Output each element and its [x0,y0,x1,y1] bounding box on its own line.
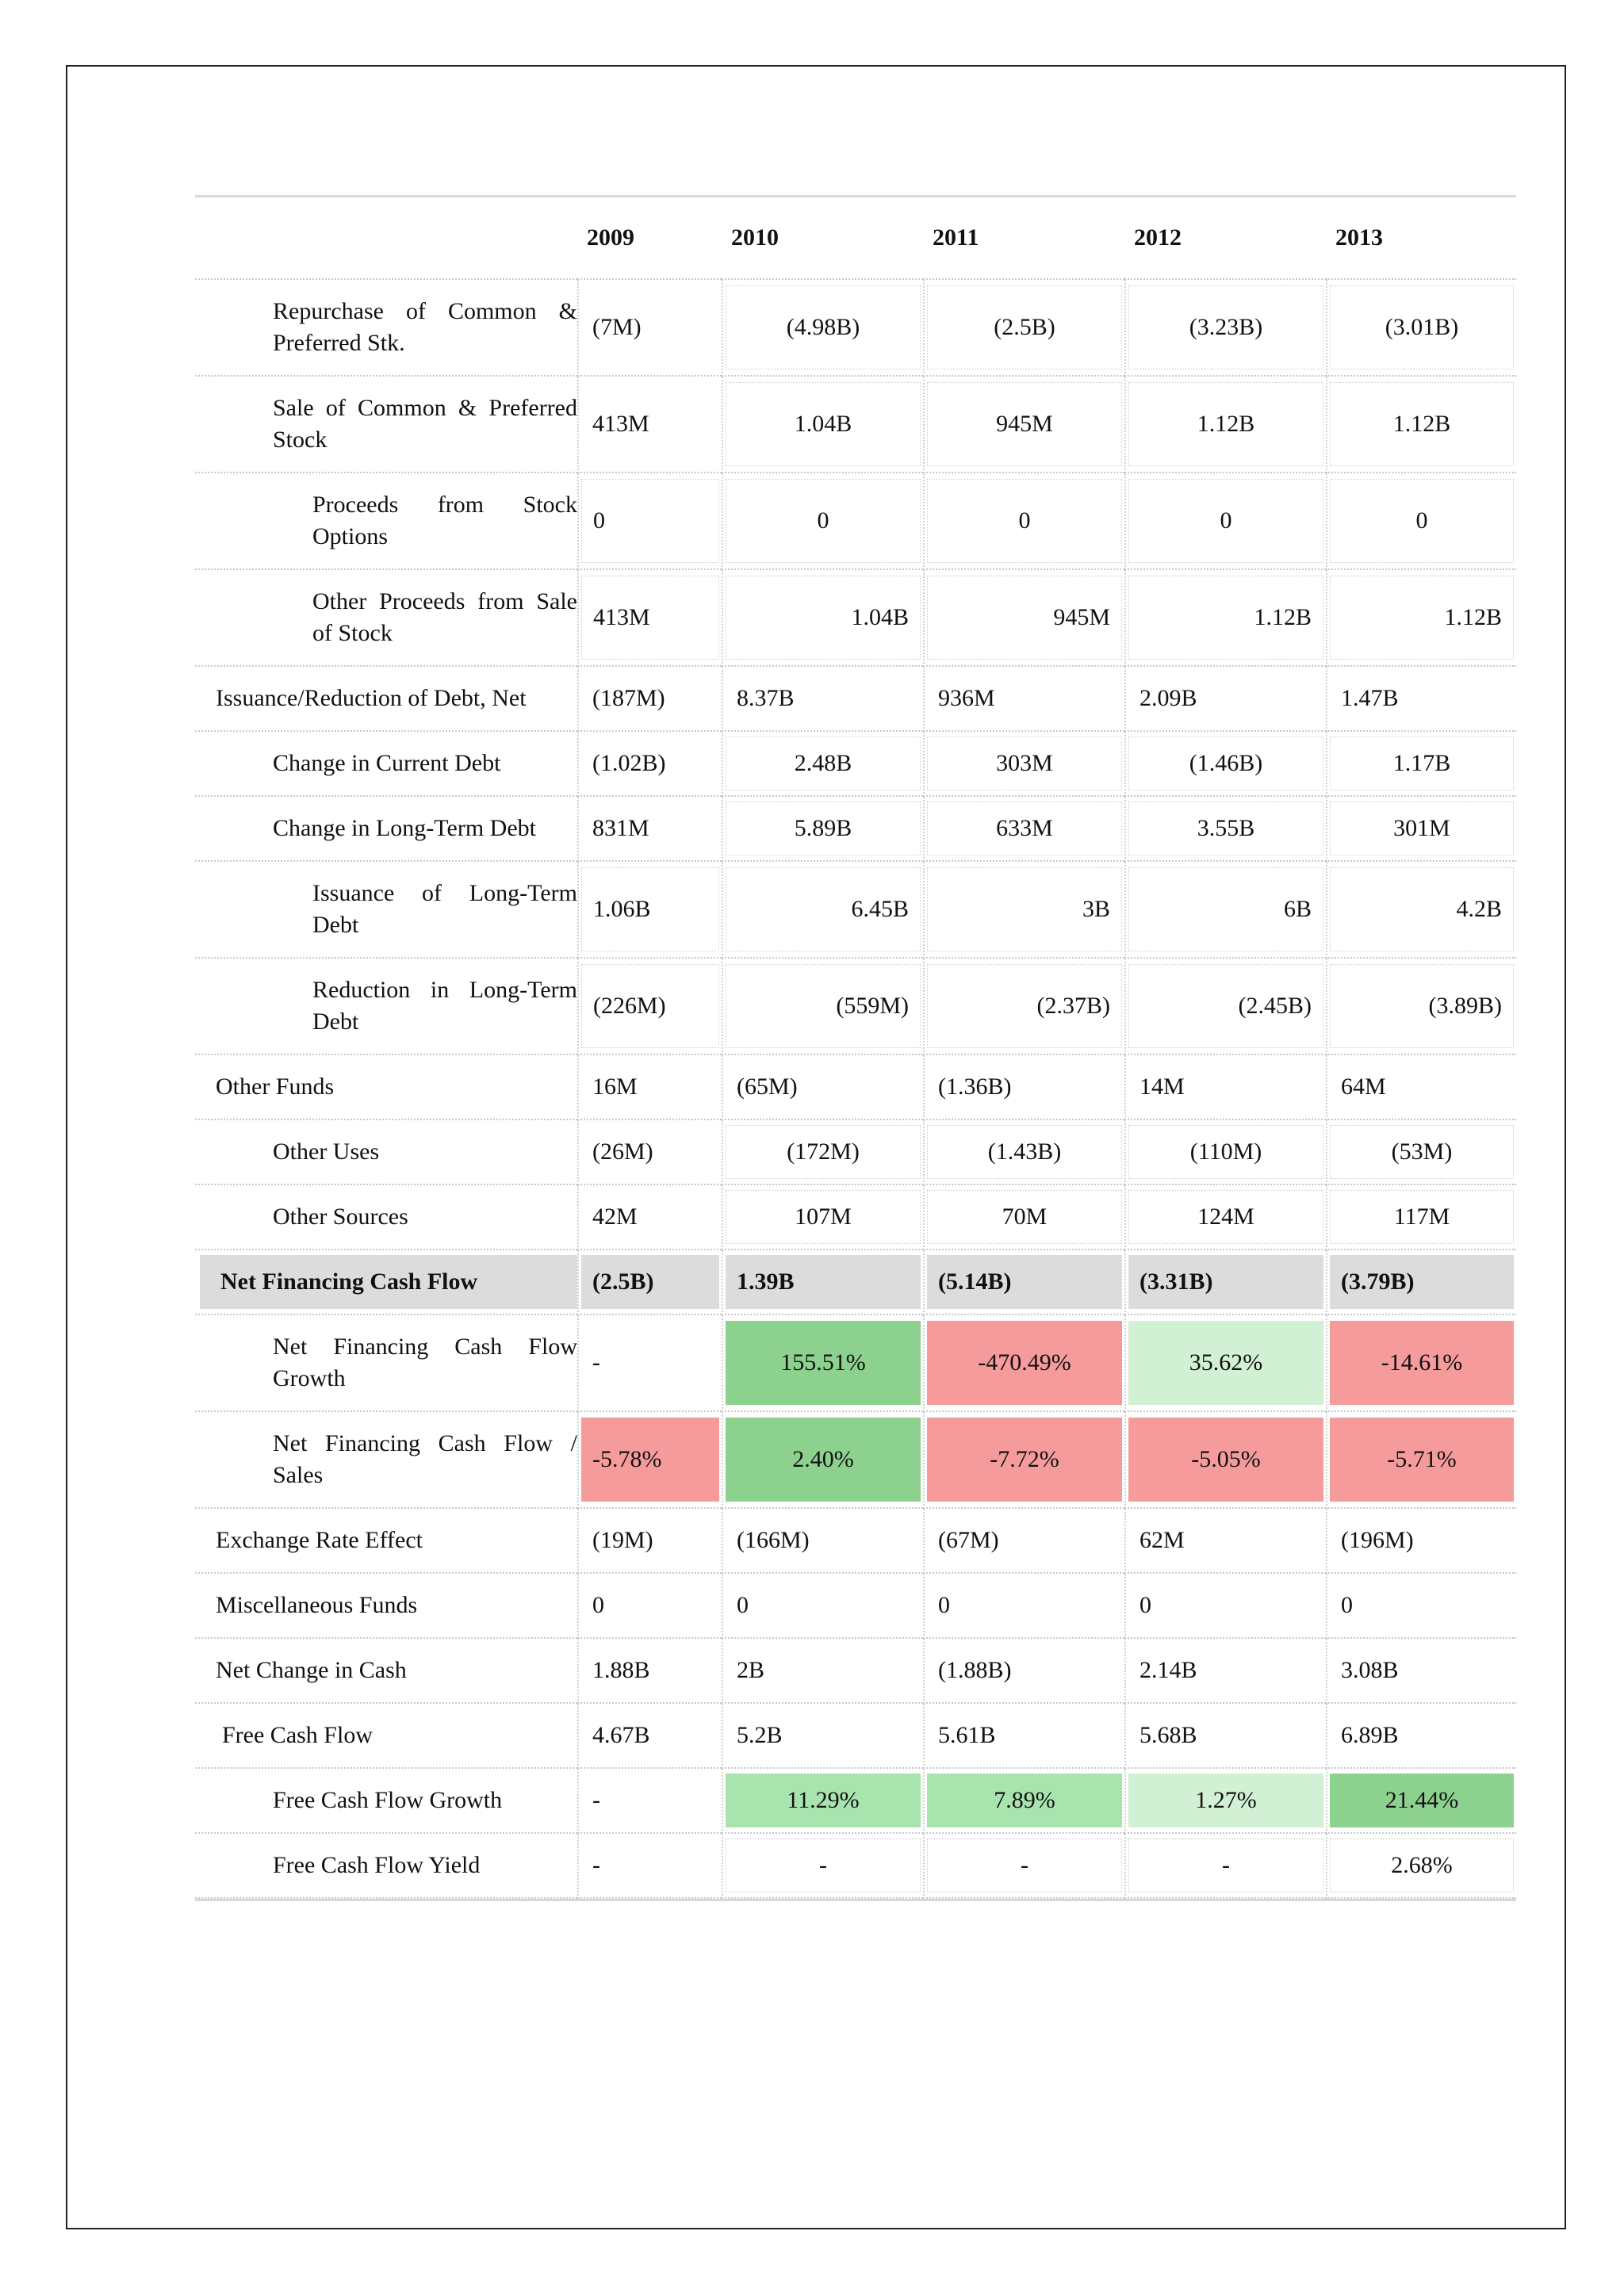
row-label: Other Uses [195,1120,577,1185]
value-cell: 1.06B [577,862,722,959]
table-row [195,959,1516,1055]
value-cell: 0 [1326,1574,1516,1639]
value-cell: 3B [923,862,1124,959]
value-cell: 35.62% [1124,1315,1326,1412]
value-cell: - [1124,1834,1326,1899]
value-cell: 70M [923,1185,1124,1250]
table-row [195,1769,1516,1834]
row-label: Sale of Common & Preferred Stock [195,377,577,473]
value-cell: 4.2B [1326,862,1516,959]
row-label: Change in Current Debt [195,732,577,797]
value-cell: 1.12B [1124,377,1326,473]
year-header-2009: 2009 [577,197,722,280]
value-cell: 2.09B [1124,667,1326,732]
table-row [195,377,1516,473]
row-label: Free Cash Flow Yield [195,1834,577,1899]
value-cell: - [577,1834,722,1899]
value-cell: (1.36B) [923,1055,1124,1120]
value-cell: 1.39B [722,1250,923,1315]
value-cell: 7.89% [923,1769,1124,1834]
value-cell: (2.37B) [923,959,1124,1055]
row-label: Issuance/Reduction of Debt, Net [195,667,577,732]
table-row [195,1055,1516,1120]
value-cell: 0 [1124,1574,1326,1639]
value-cell: 0 [923,1574,1124,1639]
value-cell: (110M) [1124,1120,1326,1185]
value-cell: 0 [722,473,923,570]
value-cell: (3.89B) [1326,959,1516,1055]
value-cell: 107M [722,1185,923,1250]
value-cell: 413M [577,377,722,473]
value-cell: -14.61% [1326,1315,1516,1412]
value-cell: 1.12B [1326,570,1516,667]
value-cell: (1.02B) [577,732,722,797]
row-label: Free Cash Flow Growth [195,1769,577,1834]
row-label: Issuance of Long-Term Debt [195,862,577,959]
value-cell: 0 [722,1574,923,1639]
value-cell: (2.5B) [577,1250,722,1315]
value-cell: 2.68% [1326,1834,1516,1899]
value-cell: 2.14B [1124,1639,1326,1704]
value-cell: 831M [577,797,722,862]
year-header-2010: 2010 [722,197,923,280]
row-label: Repurchase of Common & Preferred Stk. [195,280,577,377]
row-label: Change in Long-Term Debt [195,797,577,862]
table-row [195,667,1516,732]
value-cell: - [722,1834,923,1899]
year-header-2013: 2013 [1326,197,1516,280]
value-cell: 62M [1124,1509,1326,1574]
value-cell: 1.12B [1124,570,1326,667]
value-cell: (3.31B) [1124,1250,1326,1315]
value-cell: 64M [1326,1055,1516,1120]
value-cell: 4.67B [577,1704,722,1769]
value-cell: (1.46B) [1124,732,1326,797]
value-cell: 1.47B [1326,667,1516,732]
row-label: Exchange Rate Effect [195,1509,577,1574]
value-cell: (196M) [1326,1509,1516,1574]
value-cell: (2.5B) [923,280,1124,377]
value-cell: (5.14B) [923,1250,1124,1315]
value-cell: 1.12B [1326,377,1516,473]
row-label: Net Financing Cash Flow Growth [195,1315,577,1412]
value-cell: 0 [577,1574,722,1639]
row-label: Net Change in Cash [195,1639,577,1704]
value-cell: 303M [923,732,1124,797]
year-header-2012: 2012 [1124,197,1326,280]
value-cell: 0 [1124,473,1326,570]
table-row [195,797,1516,862]
header-row [195,197,1516,280]
value-cell: -470.49% [923,1315,1124,1412]
value-cell: (67M) [923,1509,1124,1574]
row-label: Miscellaneous Funds [195,1574,577,1639]
table-row [195,1704,1516,1769]
value-cell: (226M) [577,959,722,1055]
value-cell: 14M [1124,1055,1326,1120]
value-cell: (1.88B) [923,1639,1124,1704]
value-cell: (2.45B) [1124,959,1326,1055]
row-label: Net Financing Cash Flow / Sales [195,1412,577,1509]
value-cell: 413M [577,570,722,667]
value-cell: -7.72% [923,1412,1124,1509]
header-label-cell [195,197,577,280]
value-cell: 1.04B [722,570,923,667]
value-cell: 0 [923,473,1124,570]
value-cell: (559M) [722,959,923,1055]
value-cell: (53M) [1326,1120,1516,1185]
value-cell: (172M) [722,1120,923,1185]
value-cell: - [923,1834,1124,1899]
table-row [195,1185,1516,1250]
value-cell: - [577,1769,722,1834]
year-header-2011: 2011 [923,197,1124,280]
table-row [195,1639,1516,1704]
value-cell: (166M) [722,1509,923,1574]
value-cell: 5.61B [923,1704,1124,1769]
value-cell: (3.79B) [1326,1250,1516,1315]
value-cell: (187M) [577,667,722,732]
value-cell: 2B [722,1639,923,1704]
value-cell: 6.89B [1326,1704,1516,1769]
table-row [195,1315,1516,1412]
value-cell: 0 [1326,473,1516,570]
row-label: Reduction in Long-Term Debt [195,959,577,1055]
table-row [195,280,1516,377]
value-cell: 6B [1124,862,1326,959]
value-cell: 3.55B [1124,797,1326,862]
row-label: Net Financing Cash Flow [195,1250,577,1315]
table-row [195,1834,1516,1899]
value-cell: 301M [1326,797,1516,862]
value-cell: 8.37B [722,667,923,732]
value-cell: 16M [577,1055,722,1120]
value-cell: -5.78% [577,1412,722,1509]
value-cell: 117M [1326,1185,1516,1250]
value-cell: 2.48B [722,732,923,797]
value-cell: 2.40% [722,1412,923,1509]
value-cell: 155.51% [722,1315,923,1412]
table-row [195,473,1516,570]
value-cell: 1.27% [1124,1769,1326,1834]
value-cell: 1.04B [722,377,923,473]
table-row [195,1509,1516,1574]
row-label: Proceeds from Stock Options [195,473,577,570]
value-cell: (3.23B) [1124,280,1326,377]
table-row [195,1412,1516,1509]
value-cell: 0 [577,473,722,570]
table-row-total [195,1250,1516,1315]
value-cell: 124M [1124,1185,1326,1250]
value-cell: 1.88B [577,1639,722,1704]
value-cell: (19M) [577,1509,722,1574]
value-cell: 21.44% [1326,1769,1516,1834]
table-row [195,570,1516,667]
value-cell: 11.29% [722,1769,923,1834]
value-cell: 5.2B [722,1704,923,1769]
value-cell: 5.89B [722,797,923,862]
value-cell: - [577,1315,722,1412]
table-row [195,1574,1516,1639]
value-cell: 6.45B [722,862,923,959]
value-cell: (26M) [577,1120,722,1185]
value-cell: 3.08B [1326,1639,1516,1704]
value-cell: (7M) [577,280,722,377]
value-cell: (3.01B) [1326,280,1516,377]
value-cell: (1.43B) [923,1120,1124,1185]
row-label: Free Cash Flow [195,1704,577,1769]
table-row [195,1120,1516,1185]
value-cell: 945M [923,377,1124,473]
value-cell: 5.68B [1124,1704,1326,1769]
row-label: Other Proceeds from Sale of Stock [195,570,577,667]
table-row [195,862,1516,959]
row-label: Other Sources [195,1185,577,1250]
value-cell: (4.98B) [722,280,923,377]
value-cell: 936M [923,667,1124,732]
value-cell: (65M) [722,1055,923,1120]
value-cell: 1.17B [1326,732,1516,797]
table-row [195,732,1516,797]
value-cell: 945M [923,570,1124,667]
cash-flow-financing-table [195,195,1516,1901]
value-cell: -5.05% [1124,1412,1326,1509]
row-label: Other Funds [195,1055,577,1120]
value-cell: -5.71% [1326,1412,1516,1509]
value-cell: 633M [923,797,1124,862]
value-cell: 42M [577,1185,722,1250]
